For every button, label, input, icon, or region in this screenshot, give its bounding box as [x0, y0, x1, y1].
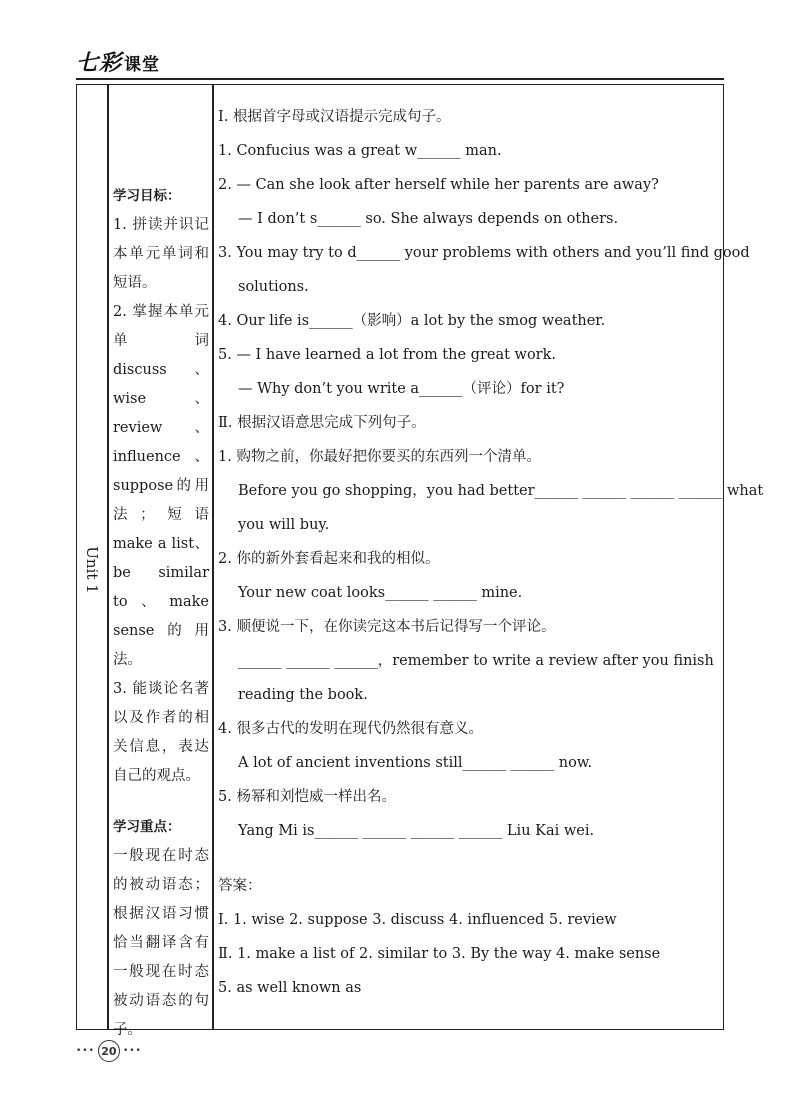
page-number: 20 [98, 1040, 120, 1062]
unit-label: Unit 1 [83, 546, 101, 594]
focus-title: 学习重点： [113, 819, 181, 835]
s2-question-1a: Before you go shopping，you had better______ ______ ______ ______ what [238, 483, 764, 499]
section1-title: Ⅰ. 根据首字母或汉语提示完成句子。 [218, 109, 451, 125]
s2-question-1-cn: 1. 购物之前，你最好把你要买的东西列一个清单。 [218, 449, 541, 465]
answers-title: 答案： [218, 878, 262, 894]
brand-sub: 课堂 [124, 55, 161, 75]
objectives-title: 学习目标： [113, 188, 181, 204]
brand-logo [76, 46, 160, 77]
section2-title: Ⅱ. 根据汉语意思完成下列句子。 [218, 415, 426, 431]
s1-question-4: 4. Our life is______（影响）a lot by the smog weather. [218, 313, 606, 329]
answers-section2-cont: 5. as well known as [218, 980, 362, 996]
s2-question-4-cn: 4. 很多古代的发明在现代仍然很有意义。 [218, 721, 483, 737]
goals-column [113, 182, 209, 1045]
s1-question-3a: 3. You may try to d______ your problems with others and you’ll find good [218, 245, 750, 261]
column-divider-1 [107, 84, 109, 1030]
s2-question-3-cn: 3. 顺便说一下，在你读完这本书后记得写一个评论。 [218, 619, 556, 635]
s1-question-5a: 5. — I have learned a lot from the great work. [218, 347, 557, 363]
objective-1: 1. 拼读并识记本单元单词和短语。 [113, 217, 209, 291]
exercise-column [218, 102, 764, 1007]
s2-question-3b: reading the book. [238, 687, 368, 703]
answers-section1: Ⅰ. 1. wise 2. suppose 3. discuss 4. influenced 5. review [218, 912, 617, 928]
objective-3: 3. 能谈论名著以及作者的相关信息，表达自己的观点。 [113, 681, 209, 784]
brand-main: 七彩 [76, 51, 123, 76]
s1-question-2a: 2. — Can she look after herself while her parents are away? [218, 177, 659, 193]
s2-question-5-cn: 5. 杨幂和刘恺威一样出名。 [218, 789, 396, 805]
header-rule [76, 78, 724, 80]
s2-question-5: Yang Mi is______ ______ ______ ______ Liu Kai wei. [238, 823, 595, 839]
answers-section2: Ⅱ. 1. make a list of 2. similar to 3. By the way 4. make sense [218, 946, 661, 962]
s1-question-2b: — I don’t s______ so. She always depends on others. [238, 211, 619, 227]
column-divider-2 [212, 84, 214, 1030]
objective-2: 2. 掌握本单元单词discuss、wise、review、influence、suppose的用法；短语make a list、be similar to、make sense的用法。 [113, 304, 209, 668]
page-number-badge: ••• 20 ••• [76, 1040, 142, 1062]
s1-question-1: 1. Confucius was a great w______ man. [218, 143, 502, 159]
s2-question-1b: you will buy. [238, 517, 330, 533]
s2-question-2-cn: 2. 你的新外套看起来和我的相似。 [218, 551, 440, 567]
s2-question-2: Your new coat looks______ ______ mine. [238, 585, 523, 601]
s2-question-3a: ______ ______ ______，remember to write a review after you finish [238, 653, 714, 669]
s2-question-4: A lot of ancient inventions still______ ______ now. [238, 755, 593, 771]
focus-text: 一般现在时态的被动语态；根据汉语习惯恰当翻译含有一般现在时态被动语态的句子。 [113, 848, 209, 1038]
s1-question-5b: — Why don’t you write a______（评论）for it? [238, 381, 565, 397]
s1-question-3b: solutions. [238, 279, 309, 295]
